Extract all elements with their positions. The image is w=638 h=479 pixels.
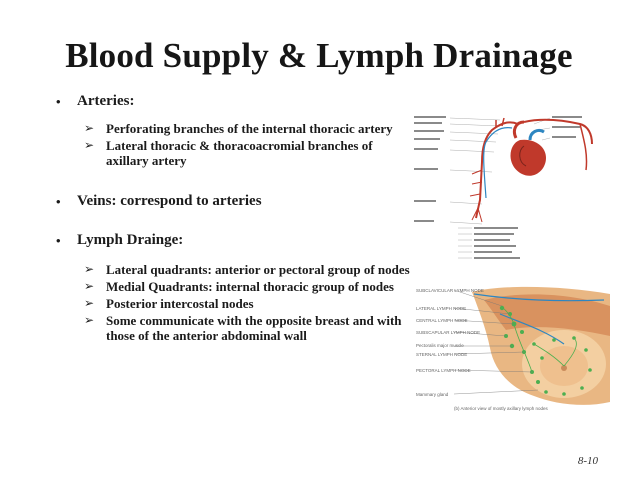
arrow-bullet-icon: ➢ xyxy=(84,296,95,310)
bullet-lymph-label: Lymph Drainge: xyxy=(77,232,184,248)
figure-label: LATERAL LYMPH NODE xyxy=(416,306,467,311)
arrow-bullet-icon: ➢ xyxy=(84,262,95,276)
lymph-sublist xyxy=(52,262,412,343)
figure-label: STERNAL LYMPH NODE xyxy=(416,352,468,357)
arteries-sublist xyxy=(52,121,412,168)
figure-label: Mammary gland xyxy=(416,392,449,397)
page-number: 8-10 xyxy=(577,455,598,467)
sub-bullet-item: ➢ Perforating branches of the internal thoracic artery xyxy=(84,121,393,136)
figure-label: Pectoralis major muscle xyxy=(416,343,464,348)
figure-label: SUBCLAVICULAR LYMPH NODE xyxy=(416,288,484,293)
bullet-dot-icon: • xyxy=(56,233,61,248)
bullet-arteries xyxy=(52,92,412,111)
arrow-bullet-icon: ➢ xyxy=(84,313,95,327)
bullet-dot-icon: • xyxy=(56,94,61,109)
arrow-bullet-icon: ➢ xyxy=(84,121,95,135)
bullet-list xyxy=(52,92,412,345)
sub-bullet-item: ➢ Lateral quadrants: anterior or pectoral group of nodes xyxy=(84,262,410,277)
sub-bullet-item: ➢ Lateral thoracic & thoracoacromial branches of axillary artery xyxy=(84,138,373,168)
figure-label: SUBSCAPULAR LYMPH NODE xyxy=(416,330,481,335)
bullet-dot-icon: • xyxy=(56,194,61,209)
lymph-node-diagram-image xyxy=(414,284,610,436)
figure-caption: (b) Anterior view of mostly axillary lymph nodes xyxy=(454,406,548,411)
bullet-veins xyxy=(52,192,412,211)
slide-title: Blood Supply & Lymph Drainage xyxy=(65,36,573,75)
arrow-bullet-icon: ➢ xyxy=(84,138,95,152)
sub-bullet-item: ➢ Posterior intercostal nodes xyxy=(84,296,254,311)
bullet-arteries-label: Arteries: xyxy=(77,93,135,109)
bullet-lymph xyxy=(52,231,412,250)
sub-bullet-item: ➢ Some communicate with the opposite breast and with those of the anterior abdominal wall xyxy=(84,313,402,343)
sub-bullet-item: ➢ Medial Quadrants: internal thoracic group of nodes xyxy=(84,279,394,294)
artery-diagram-image xyxy=(412,110,600,268)
figure-label: CENTRAL LYMPH NODE xyxy=(416,318,468,323)
arrow-bullet-icon: ➢ xyxy=(84,279,95,293)
figure-label: PECTORAL LYMPH NODE xyxy=(416,368,471,373)
bullet-veins-label: Veins: correspond to arteries xyxy=(77,193,262,209)
